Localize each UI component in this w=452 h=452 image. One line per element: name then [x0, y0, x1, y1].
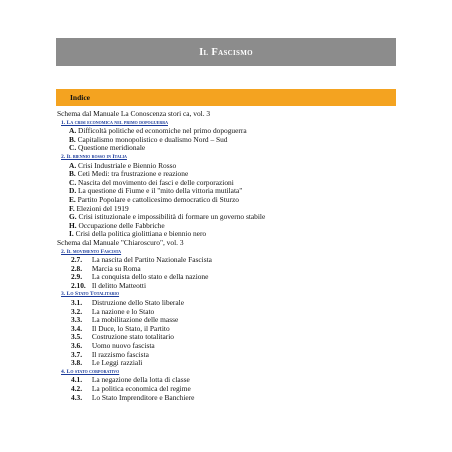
toc-item-label: 3.2.	[71, 306, 83, 316]
toc-item-text: Crisi istituzionale e impossibilità di formare un governo stabile	[76, 212, 266, 222]
toc-schema-heading: Schema dal Manuale "Chiaroscuro", vol. 3	[57, 237, 184, 247]
toc-item-text: Ceti Medi: tra frustrazione e reazione	[75, 169, 189, 179]
index-heading: Indice	[70, 93, 91, 102]
toc-item-text: Elezioni del 1919	[74, 203, 129, 213]
toc-item-label: 2.8.	[71, 263, 83, 273]
toc-item-label: 3.7.	[71, 349, 83, 359]
toc-item-text: Questione meridionale	[76, 143, 146, 153]
toc-item-label: 2.7.	[71, 255, 83, 265]
toc-item-text: La nazione e lo Stato	[90, 306, 155, 316]
toc-section-link[interactable]: 2. Il biennio rosso in Italia	[61, 153, 127, 160]
toc-item-text: La mobilitazione delle masse	[90, 315, 179, 325]
toc-item-label: C.	[69, 177, 77, 187]
toc-item-text: Il delitto Matteotti	[90, 280, 147, 290]
toc-item	[69, 144, 397, 153]
toc-item-label: F.	[69, 203, 75, 213]
toc-item-text: Difficoltà politiche ed economiche nel primo dopoguerra	[76, 126, 247, 136]
toc-item-text: Lo Stato Imprenditore e Banchiere	[90, 392, 195, 402]
toc-item-text: Crisi Industriale e Biennio Rosso	[76, 160, 177, 170]
toc-item-label: D.	[69, 186, 77, 196]
toc-item-text: Partito Popolare e cattolicesimo democratico di Sturzo	[75, 194, 239, 204]
toc-item-label: I.	[69, 229, 74, 239]
toc-item-label: 3.6.	[71, 341, 83, 351]
toc-schema-heading: Schema dal Manuale La Conoscenza stori ca, vol. 3	[57, 109, 211, 118]
toc-item-label: 2.10.	[71, 280, 86, 290]
toc-item-text: Le Leggi razziali	[90, 358, 143, 368]
toc-item-text: La conquista dello stato e della nazione	[90, 272, 209, 282]
toc-item	[71, 359, 397, 368]
toc-item-label: E.	[69, 194, 76, 204]
toc-section-link[interactable]: 4. Lo stato corporativo	[61, 368, 120, 375]
index-heading-bar	[56, 89, 396, 106]
toc-item	[71, 394, 397, 403]
toc-item-label: 4.1.	[71, 375, 83, 385]
toc-section-link[interactable]: 2. Il movimento Fascista	[61, 248, 122, 255]
toc-item-label: G.	[69, 212, 77, 222]
toc-item-label: B.	[69, 134, 76, 144]
toc-item-label: 3.8.	[71, 358, 83, 368]
toc-item-text: Il razzismo fascista	[90, 349, 149, 359]
toc-item-text: Il Duce, lo Stato, il Partito	[90, 323, 170, 333]
toc-item-text: Costruzione stato totalitario	[90, 332, 174, 342]
toc-item-text: Distruzione dello Stato liberale	[90, 298, 184, 308]
toc-item-label: 2.9.	[71, 272, 83, 282]
toc-item-label: 3.5.	[71, 332, 83, 342]
table-of-contents	[57, 110, 397, 402]
toc-item-label: C.	[69, 143, 77, 153]
toc-item	[71, 282, 397, 291]
toc-item-text: La negazione della lotta di classe	[90, 375, 190, 385]
toc-section-link[interactable]: 1. La crisi economica nel primo dopoguerra	[61, 119, 168, 126]
toc-item-label: 4.3.	[71, 392, 83, 402]
toc-item-text: Occupazione delle Fabbriche	[76, 220, 165, 230]
toc-item-text: Uomo nuovo fascista	[90, 341, 155, 351]
toc-item-text: La politica economica del regime	[90, 384, 191, 393]
toc-item-text: La nascita del Partito Nazionale Fascista	[90, 255, 212, 265]
toc-item-text: Nascita del movimento dei fasci e delle corporazioni	[76, 177, 234, 187]
toc-item-label: 4.2.	[71, 384, 83, 393]
toc-item-label: 3.4.	[71, 323, 83, 333]
toc-section-link[interactable]: 3. Lo Stato Totalitario	[61, 291, 120, 298]
toc-item-text: Marcia su Roma	[90, 263, 141, 273]
toc-item-label: B.	[69, 169, 76, 179]
toc-item-label: A.	[69, 126, 77, 136]
toc-item-label: 3.1.	[71, 298, 83, 308]
toc-item-label: A.	[69, 160, 77, 170]
document-title: Il Fascismo	[199, 46, 253, 58]
document-title-bar	[56, 38, 396, 66]
toc-item-label: H.	[69, 220, 77, 230]
toc-item-text: Crisi della politica giolittiana e biennio nero	[73, 229, 207, 239]
toc-item-text: La questione di Fiume e il "mito della vittoria mutilata"	[76, 186, 243, 196]
toc-item-label: 3.3.	[71, 315, 83, 325]
toc-item-text: Capitalismo monopolistico e dualismo Nord – Sud	[75, 134, 228, 144]
